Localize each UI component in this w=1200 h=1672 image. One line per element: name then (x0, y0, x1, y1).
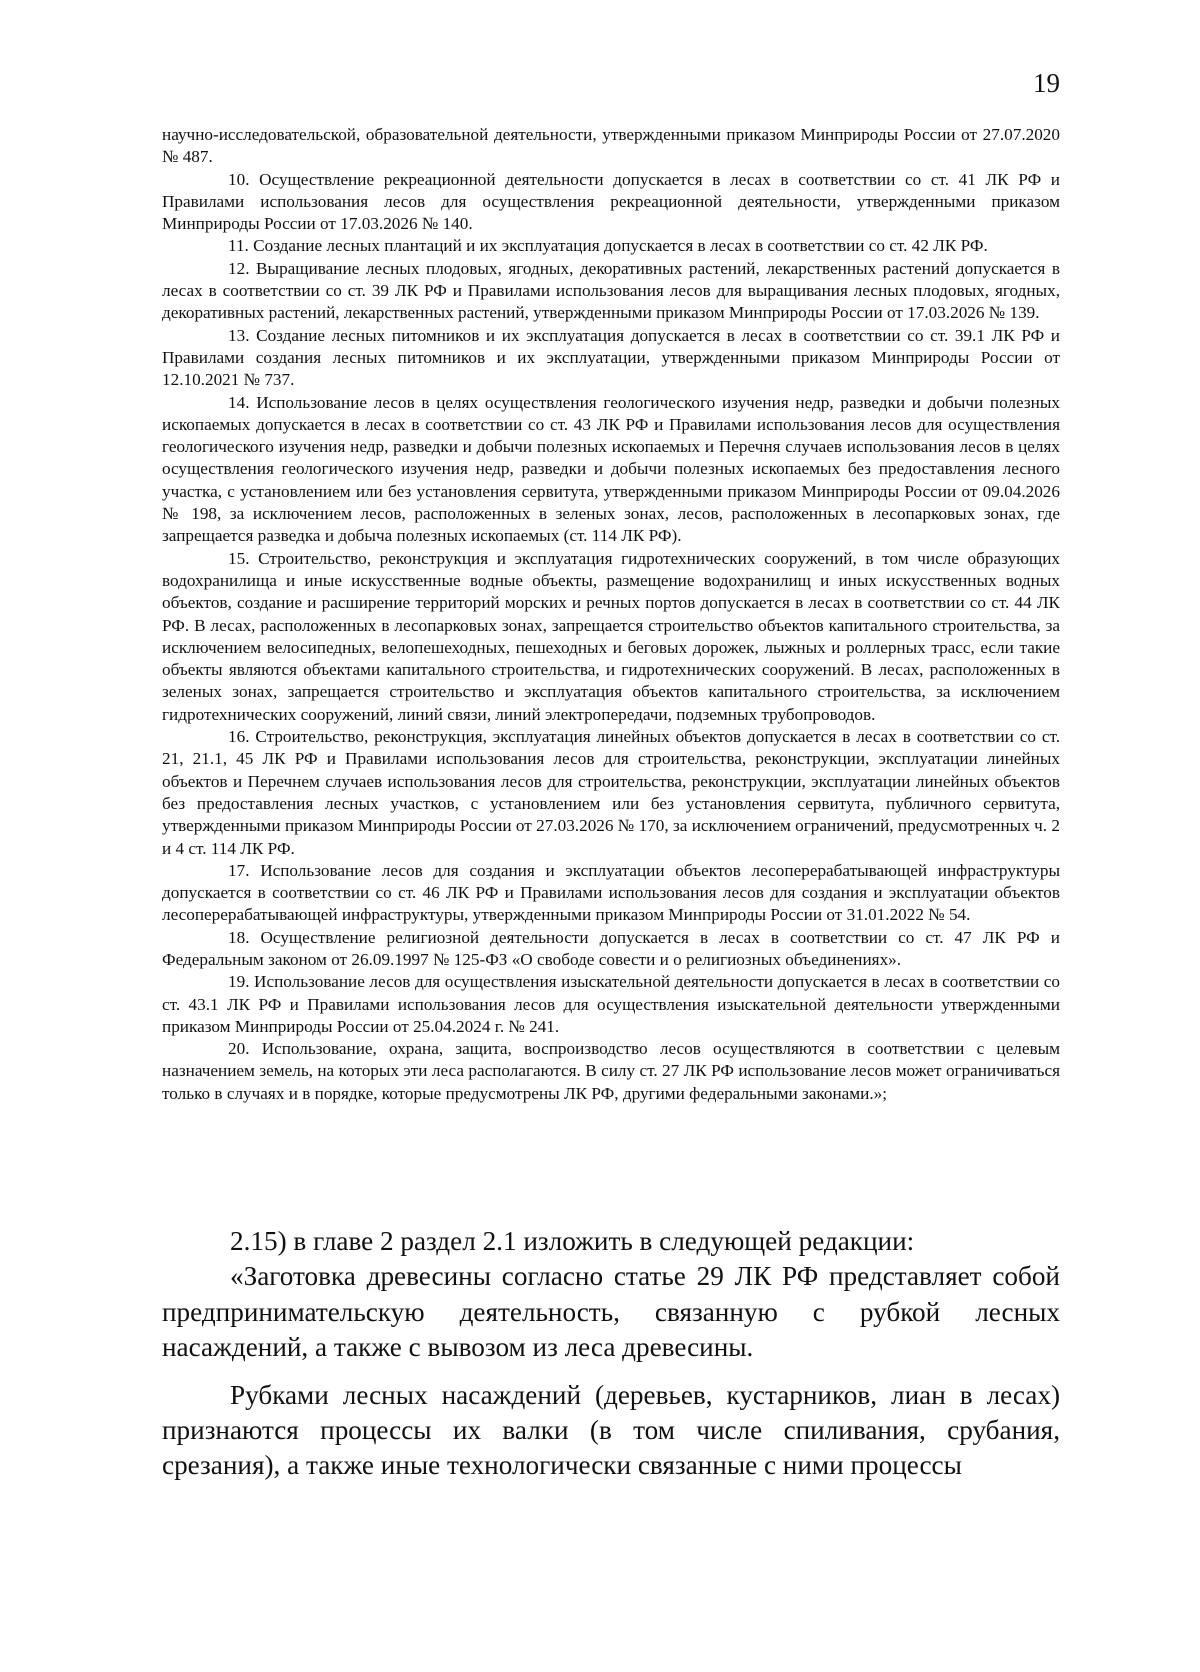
page-number: 19 (1033, 68, 1060, 98)
paragraph-item-16: 16. Строительство, реконструкция, эксплуатация линейных объектов допускается в лесах в соответствии со ст. 21, 21.1, 45 ЛК РФ и Правилами использования лесов для строительства, реконструкции, эксплуатации линейных объектов и Перечнем случаев использования лесов для строительства, реконструкции, эксплуатации линейных объектов без предоставления лесных участков, с установлением или без установления сервитута, публичного сервитута, утвержденными приказом Минприроды России от 27.03.2026 № 170, за исключением ограничений, предусмотренных ч. 2 и 4 ст. 114 ЛК РФ. (162, 727, 1060, 858)
large-text-block (162, 1224, 1060, 1484)
paragraph-item-15: 15. Строительство, реконструкция и эксплуатация гидротехнических сооружений, в том числе образующих водохранилища и иные искусственные водные объекты, размещение водохранилищ и иных искусственных водных объектов, создание и расширение территорий морских и речных портов допускается в лесах в соответствии со ст. 44 ЛК РФ. В лесах, расположенных в лесопарковых зонах, запрещается строительство объектов капитального строительства, за исключением велосипедных, велопешеходных, пешеходных и беговых дорожек, лыжных и роллерных трасс, если такие объекты являются объектами капитального строительства, и гидротехнических сооружений. В лесах, расположенных в зеленых зонах, запрещается строительство и эксплуатация объектов капитального строительства, за исключением гидротехнических сооружений, линий связи, линий электропередачи, подземных трубопроводов. (162, 548, 1060, 724)
paragraph-continuation: научно-исследовательской, образовательной деятельности, утвержденными приказом Минприроды России от 27.07.2020 № 487. (162, 125, 1060, 167)
paragraph-item-17: 17. Использование лесов для создания и эксплуатации объектов лесоперерабатывающей инфраструктуры допускается в соответствии со ст. 46 ЛК РФ и Правилами использования лесов для создания и эксплуатации объектов лесоперерабатывающей инфраструктуры, утвержденными приказом Минприроды России от 31.01.2022 № 54. (162, 860, 1060, 925)
paragraph-felling-definition: Рубками лесных насаждений (деревьев, кустарников, лиан в лесах) признаются процессы их валки (в том числе спиливания, срубания, срезания), а также иные технологически связанные с ними процессы (162, 1379, 1060, 1481)
paragraph-item-14: 14. Использование лесов в целях осуществления геологического изучения недр, разведки и добычи полезных ископаемых допускается в лесах в соответствии со ст. 43 ЛК РФ и Правилами использования лесов для осуществления геологического изучения недр, разведки и добычи полезных ископаемых и Перечня случаев использования лесов в целях осуществления геологического изучения недр, разведки и добычи полезных ископаемых без предоставления лесного участка, с установлением или без установления сервитута, утвержденными приказом Минприроды России от 09.04.2026 № 198, за исключением лесов, расположенных в зеленых зонах, лесов, расположенных в лесопарковых зонах, где запрещается разведка и добыча полезных ископаемых (ст. 114 ЛК РФ). (162, 392, 1060, 546)
paragraph-item-18: 18. Осуществление религиозной деятельности допускается в лесах в соответствии со ст. 47 ЛК РФ и Федеральным законом от 26.09.1997 № 125-ФЗ «О свободе совести и о религиозных объединениях». (162, 927, 1060, 969)
amendment-heading: 2.15) в главе 2 раздел 2.1 изложить в следующей редакции: (230, 1226, 915, 1256)
paragraph-timber-harvesting: «Заготовка древесины согласно статье 29 ЛК РФ представляет собой предпринимательскую деятельность, связанную с рубкой лесных насаждений, а также с вывозом из леса древесины. (162, 1261, 1060, 1363)
paragraph-item-13: 13. Создание лесных питомников и их эксплуатация допускается в лесах в соответствии со ст. 39.1 ЛК РФ и Правилами создания лесных питомников и их эксплуатации, утвержденными приказом Минприроды России от 12.10.2021 № 737. (162, 325, 1060, 390)
paragraph-item-19: 19. Использование лесов для осуществления изыскательной деятельности допускается в лесах в соответствии со ст. 43.1 ЛК РФ и Правилами использования лесов для осуществления изыскательной деятельности утвержденными приказом Минприроды России от 25.04.2024 г. № 241. (162, 972, 1060, 1036)
paragraph-item-10: 10. Осуществление рекреационной деятельности допускается в лесах в соответствии со ст. 41 ЛК РФ и Правилами использования лесов для осуществления рекреационной деятельности, утвержденными приказом Минприроды России от 17.03.2026 № 140. (162, 169, 1060, 234)
paragraph-item-20: 20. Использование, охрана, защита, воспроизводство лесов осуществляются в соответствии с целевым назначением земель, на которых эти леса располагаются. В силу ст. 27 ЛК РФ использование лесов может ограничиваться только в случаях и в порядке, которые предусмотрены ЛК РФ, другими федеральными законами.»; (162, 1039, 1060, 1103)
paragraph-item-11: 11. Создание лесных плантаций и их эксплуатация допускается в лесах в соответствии со ст. 42 ЛК РФ. (228, 236, 988, 256)
paragraph-item-12: 12. Выращивание лесных плодовых, ягодных, декоративных растений, лекарственных растений допускается в лесах в соответствии со ст. 39 ЛК РФ и Правилами использования лесов для выращивания лесных плодовых, ягодных, декоративных растений, лекарственных растений, утвержденными приказом Минприроды России от 17.03.2026 № 139. (162, 258, 1060, 323)
small-text-block (162, 124, 1060, 1105)
